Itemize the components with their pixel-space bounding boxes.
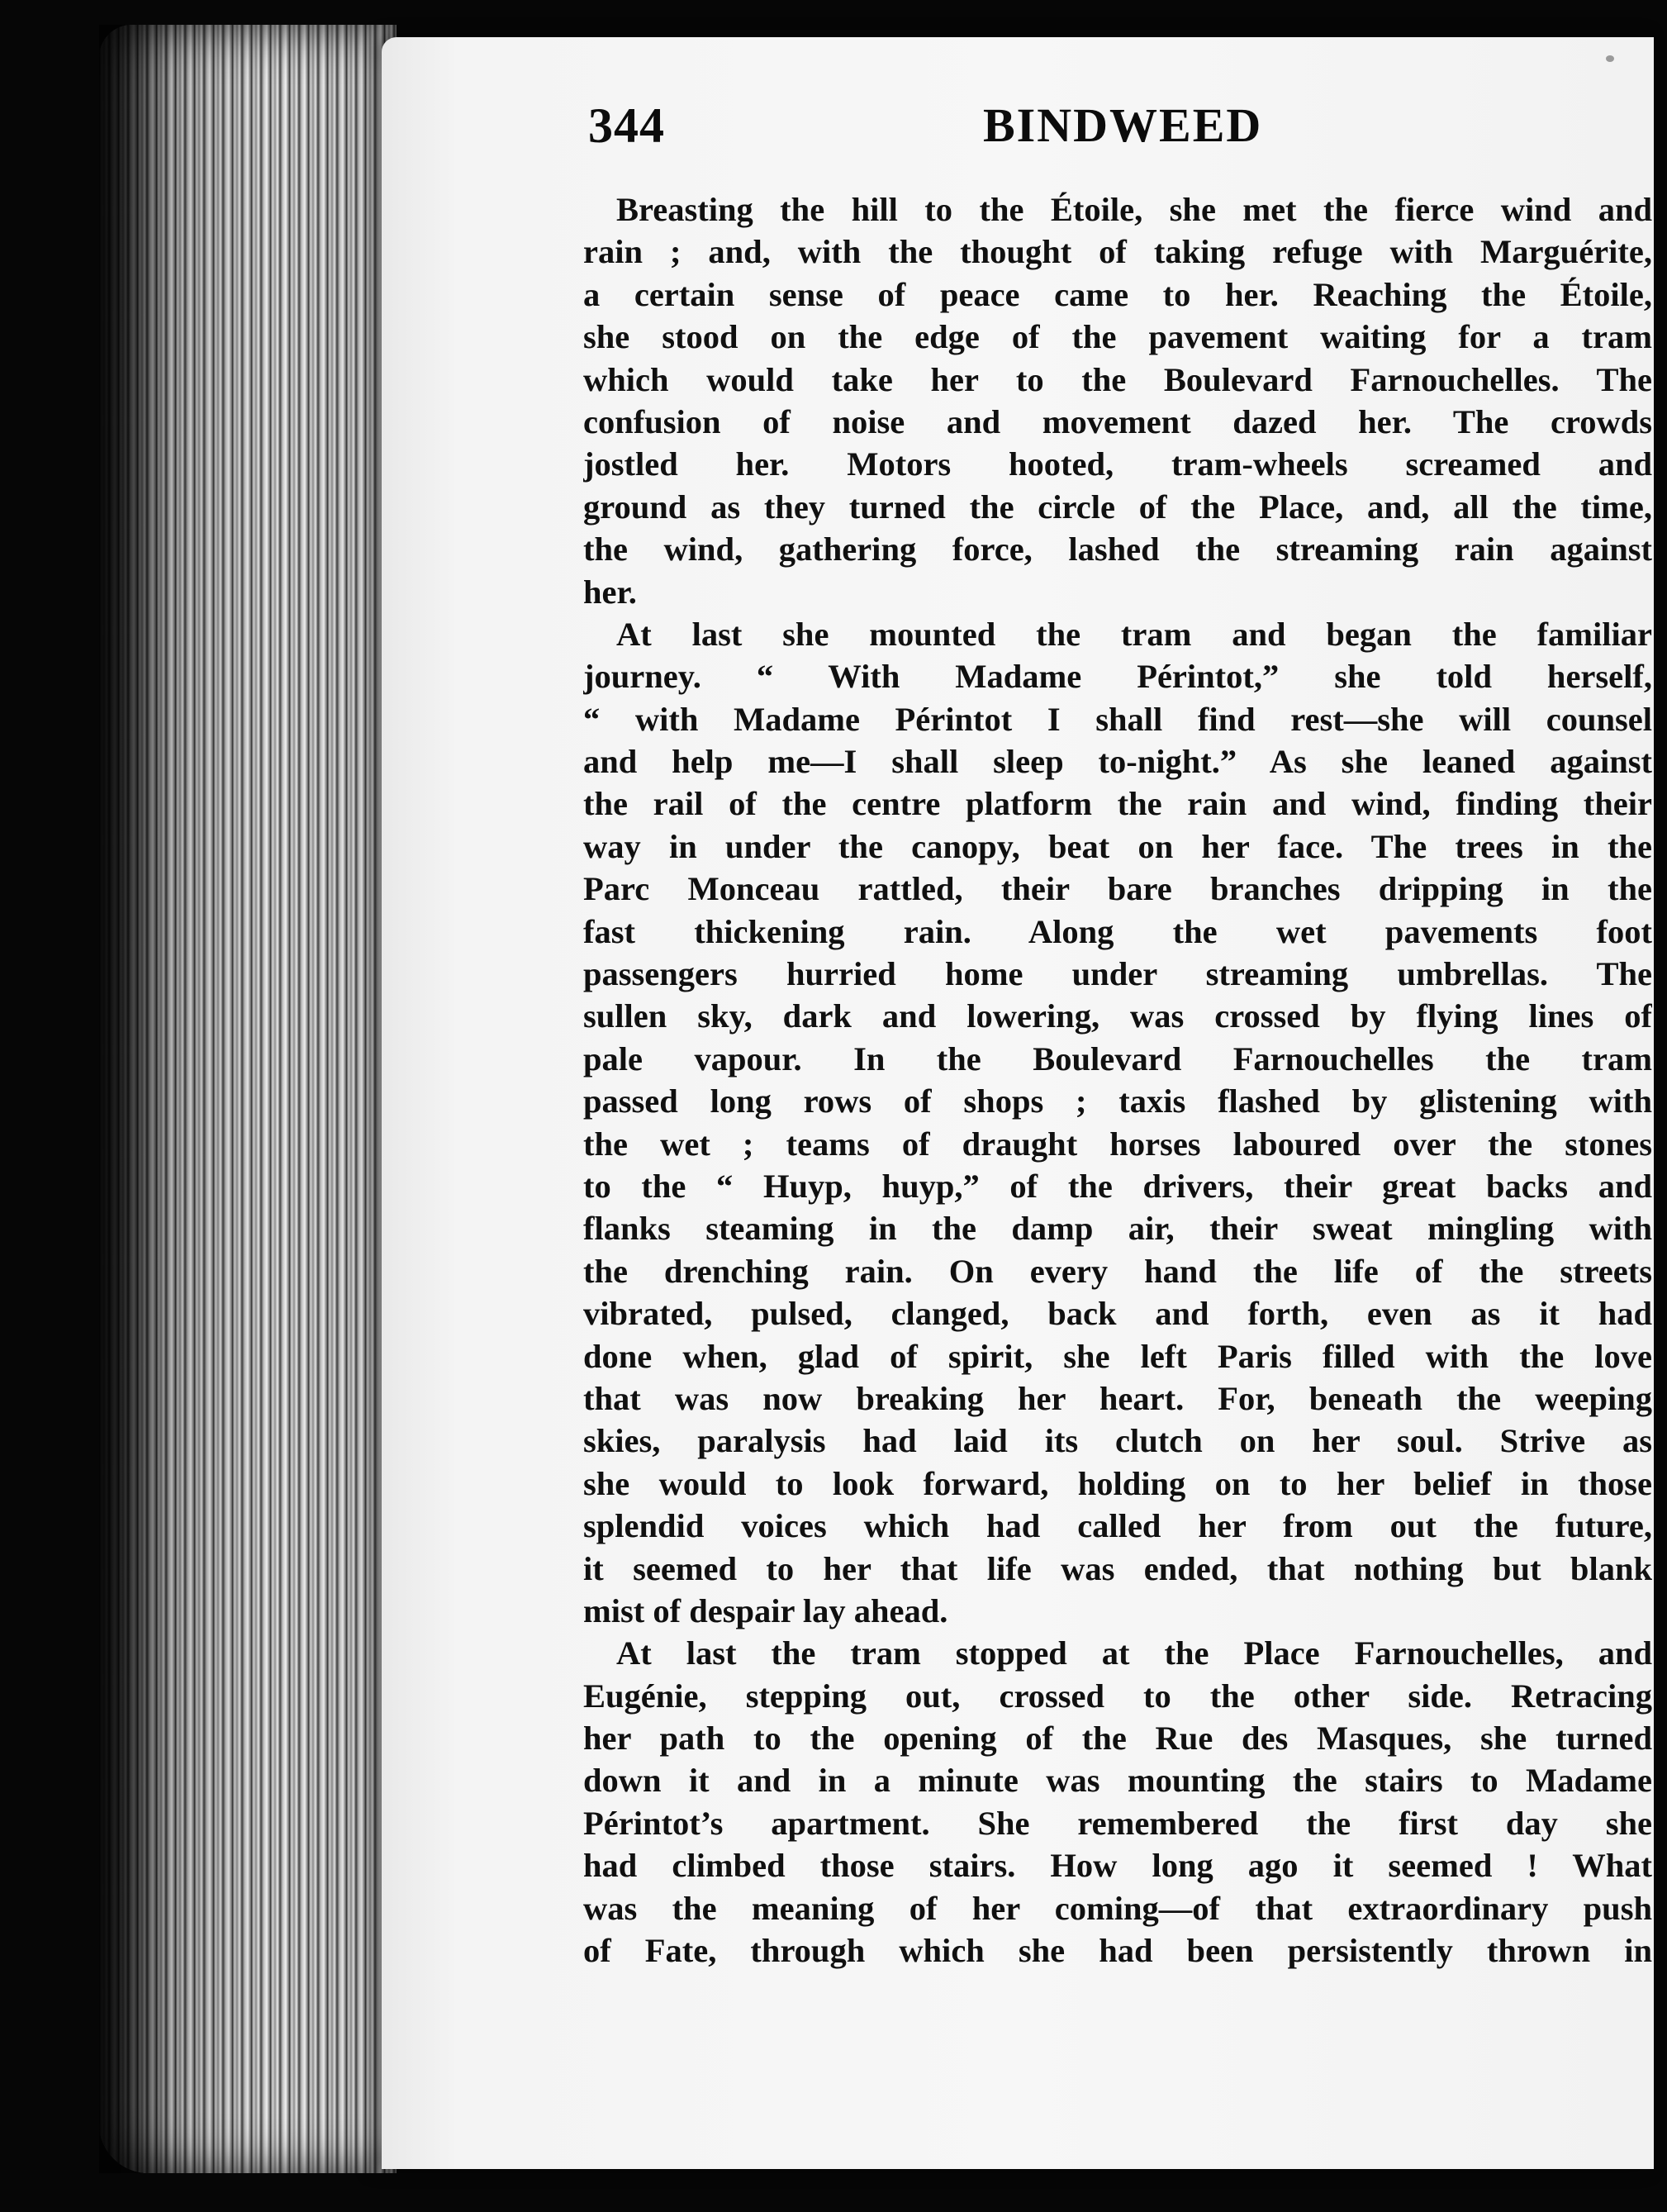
text-line: the wet ; teams of draught horses laboured over the stones xyxy=(583,1125,1652,1163)
text-line: fast thickening rain. Along the wet pavements foot xyxy=(583,912,1652,950)
text-line: it seemed to her that life was ended, that nothing but blank xyxy=(583,1549,1652,1587)
text-line: she stood on the edge of the pavement waiting for a tram xyxy=(583,318,1652,356)
text-line: done when, glad of spirit, she left Paris filled with the love xyxy=(583,1337,1652,1375)
running-title: BINDWEED xyxy=(983,98,1263,152)
text-line: jostled her. Motors hooted, tram-wheels screamed and xyxy=(583,445,1652,483)
text-line: ground as they turned the circle of the Place, and, all the time, xyxy=(583,488,1652,526)
text-line: her. xyxy=(583,573,637,611)
text-line: flanks steaming in the damp air, their sweat mingling with xyxy=(583,1210,1652,1248)
text-line: skies, paralysis had laid its clutch on her soul. Strive as xyxy=(583,1422,1652,1460)
text-line: splendid voices which had called her from out the future, xyxy=(583,1507,1652,1545)
text-line: and help me—I shall sleep to-night.” As she leaned against xyxy=(583,743,1652,781)
text-line: her path to the opening of the Rue des Masques, she turned xyxy=(583,1720,1652,1758)
text-line: rain ; and, with the thought of taking refuge with Marguérite, xyxy=(583,233,1652,271)
text-line: to the “ Huyp, huyp,” of the drivers, their great backs and xyxy=(583,1167,1652,1205)
text-line: passengers hurried home under streaming umbrellas. The xyxy=(583,955,1652,993)
text-line: was the meaning of her coming—of that extraordinary push xyxy=(583,1889,1652,1927)
scan-speck xyxy=(1606,55,1614,62)
text-line: sullen sky, dark and lowering, was crossed by flying lines of xyxy=(583,997,1652,1035)
page-number: 344 xyxy=(588,98,665,153)
text-line: vibrated, pulsed, clanged, back and forth, even as it had xyxy=(583,1295,1652,1333)
text-line: way in under the canopy, beat on her face. The trees in the xyxy=(583,827,1652,865)
text-line: the drenching rain. On every hand the life of the streets xyxy=(583,1252,1652,1290)
text-line: At last she mounted the tram and began the familiar xyxy=(616,615,1652,653)
page-edges xyxy=(99,25,397,2173)
text-line: Eugénie, stepping out, crossed to the other side. Retracing xyxy=(583,1677,1652,1715)
text-line: mist of despair lay ahead. xyxy=(583,1591,948,1629)
text-line: passed long rows of shops ; taxis flashed by glistening with xyxy=(583,1082,1652,1120)
text-line: Breasting the hill to the Étoile, she met the fierce wind and xyxy=(616,191,1652,228)
text-line: of Fate, through which she had been persistently thrown in xyxy=(583,1932,1652,1970)
text-line: journey. “ With Madame Périntot,” she told herself, xyxy=(583,658,1652,696)
text-line: she would to look forward, holding on to her belief in those xyxy=(583,1464,1652,1502)
page-header xyxy=(588,98,1654,164)
text-line: “ with Madame Périntot I shall find rest—she will counsel xyxy=(583,700,1652,738)
text-line: At last the tram stopped at the Place Farnouchelles, and xyxy=(616,1634,1652,1672)
text-line: Périntot’s apartment. She remembered the first day she xyxy=(583,1804,1652,1842)
text-line: the wind, gathering force, lashed the streaming rain against xyxy=(583,530,1652,568)
text-line: a certain sense of peace came to her. Reaching the Étoile, xyxy=(583,275,1652,313)
body-text xyxy=(583,188,1652,1972)
text-line: that was now breaking her heart. For, beneath the weeping xyxy=(583,1379,1652,1417)
text-line: the rail of the centre platform the rain and wind, finding their xyxy=(583,785,1652,823)
text-line: confusion of noise and movement dazed her. The crowds xyxy=(583,402,1652,440)
text-line: which would take her to the Boulevard Farnouchelles. The xyxy=(583,360,1652,398)
text-line: pale vapour. In the Boulevard Farnouchelles the tram xyxy=(583,1039,1652,1077)
text-line: Parc Monceau rattled, their bare branches dripping in the xyxy=(583,870,1652,908)
text-line: had climbed those stairs. How long ago it seemed ! What xyxy=(583,1847,1652,1885)
text-line: down it and in a minute was mounting the stairs to Madame xyxy=(583,1762,1652,1800)
